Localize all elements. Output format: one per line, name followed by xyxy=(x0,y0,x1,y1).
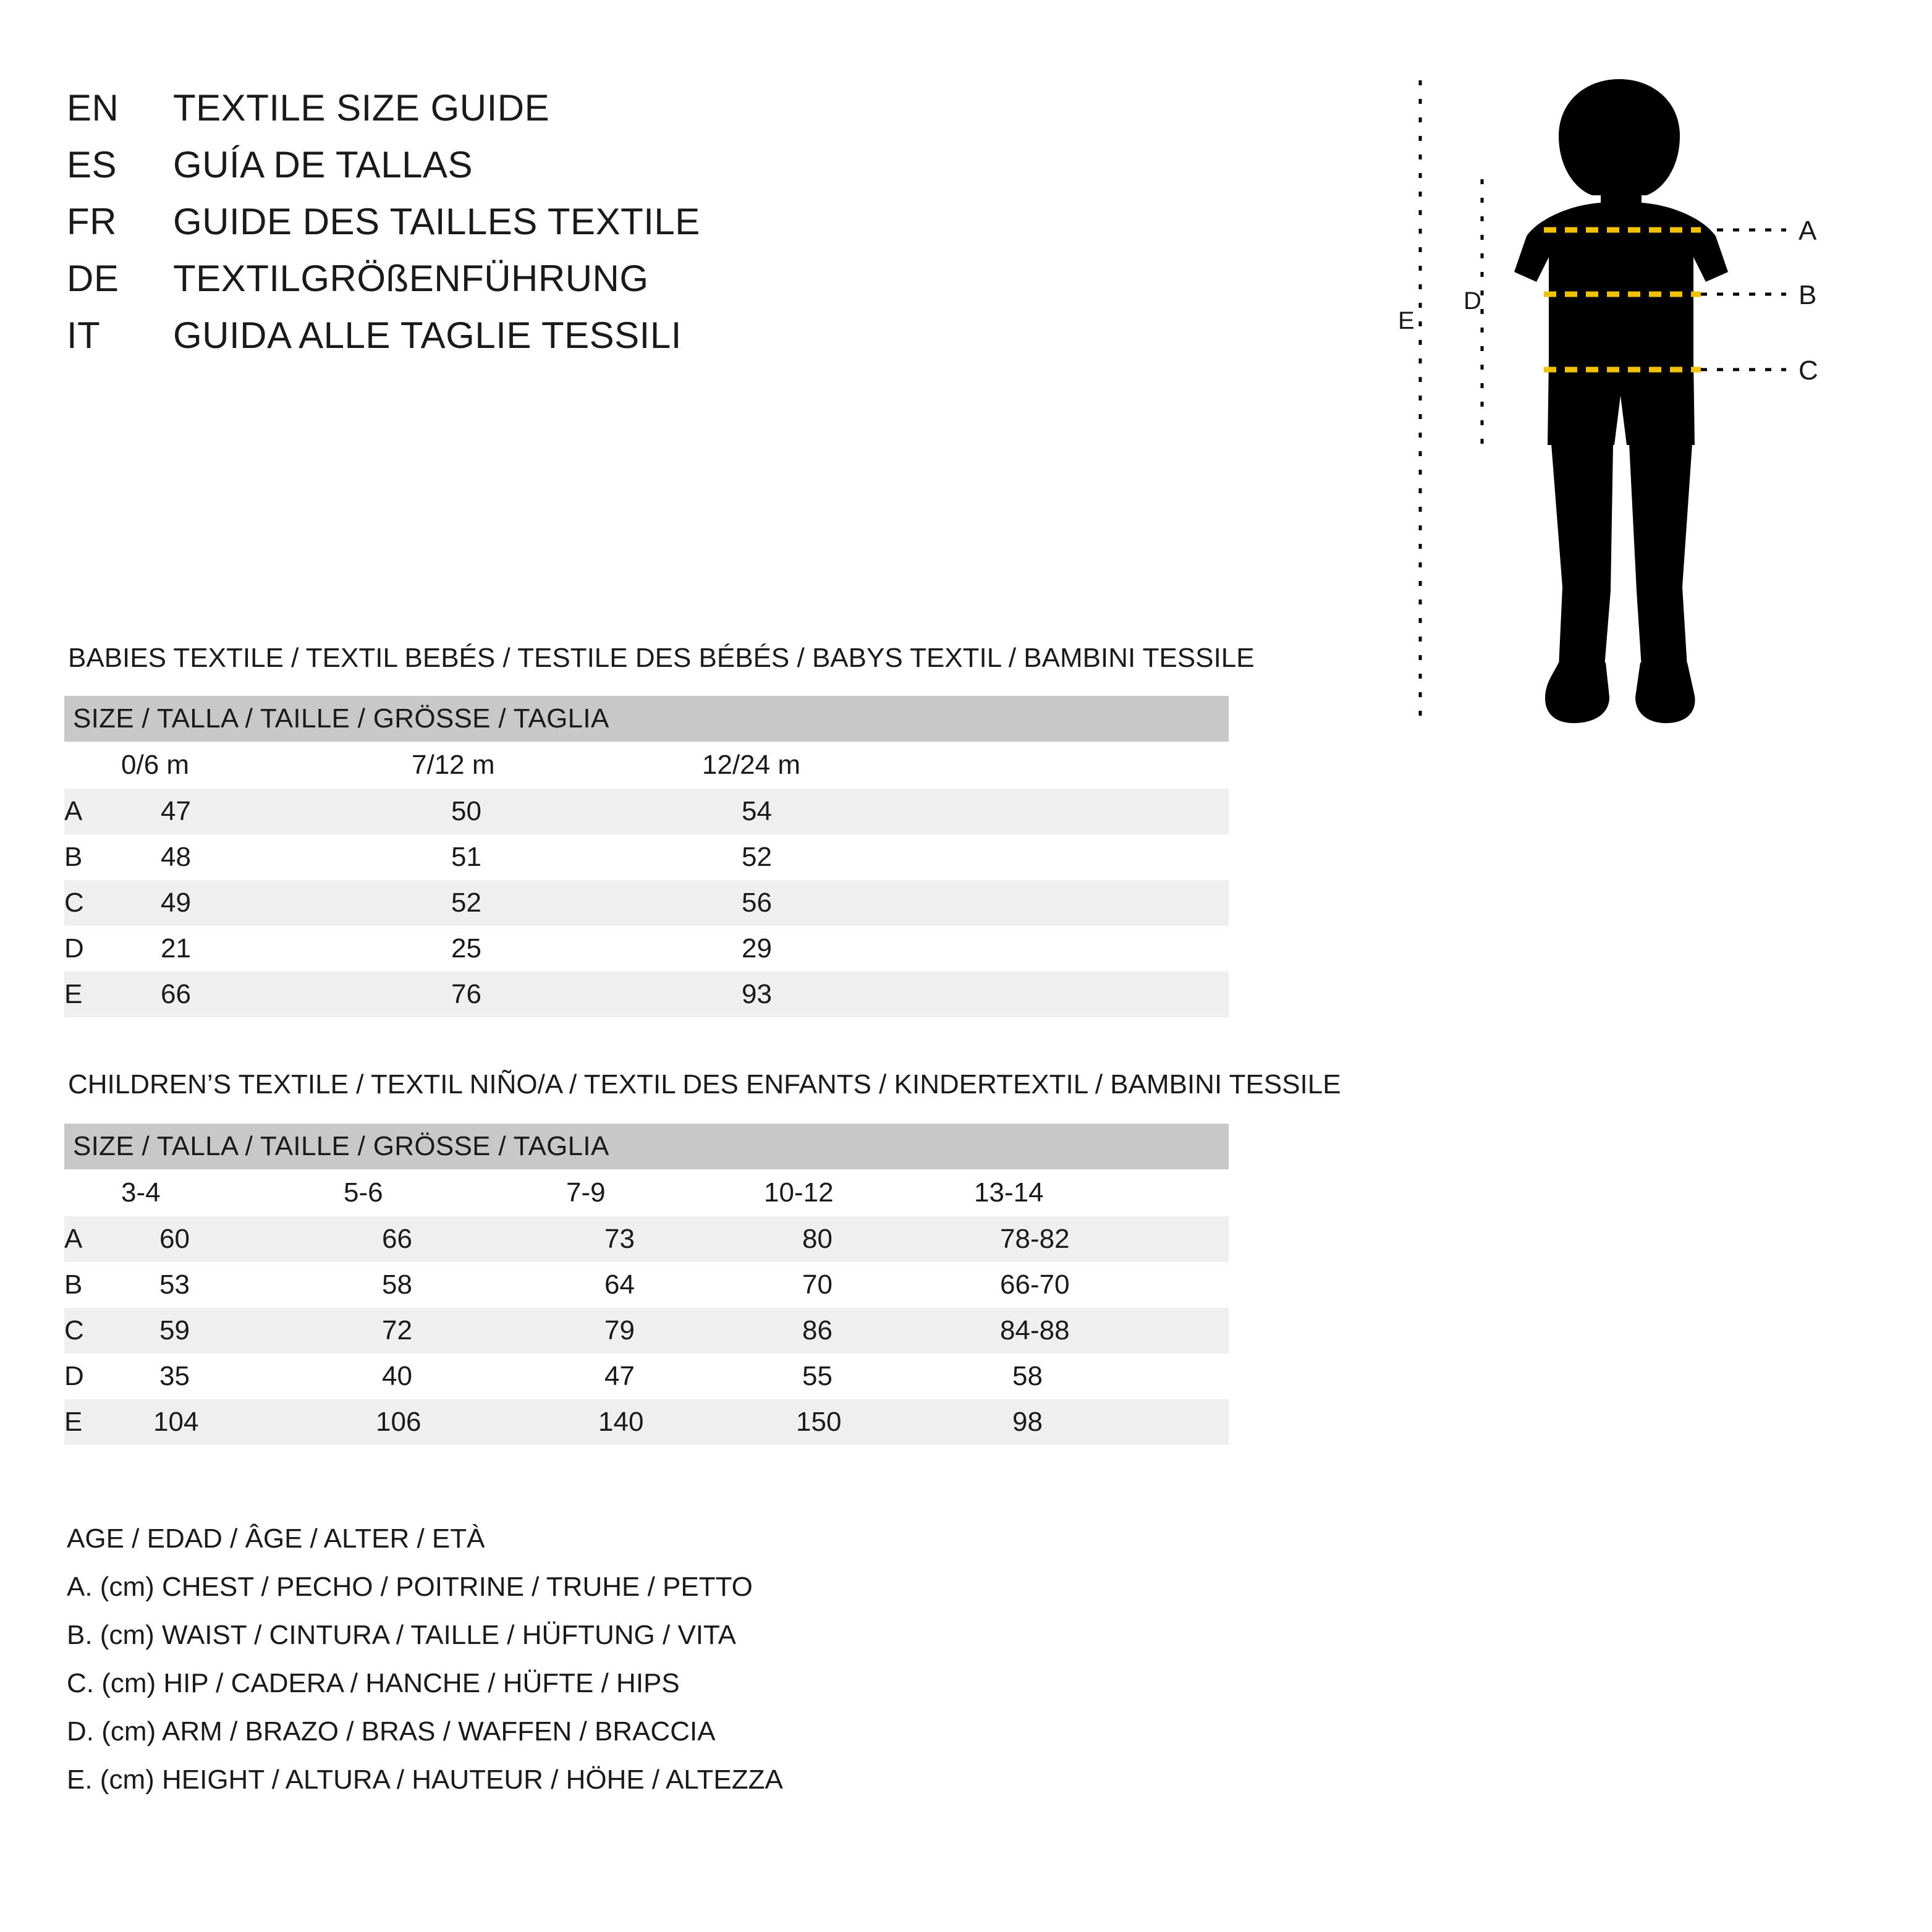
cell-value: 47 xyxy=(566,1354,764,1399)
column-header: 12/24 m xyxy=(702,742,1229,789)
row-label: B xyxy=(64,1262,121,1308)
language-title: GUIDA ALLE TAGLIE TESSILI xyxy=(173,315,682,356)
language-row xyxy=(67,87,1241,143)
row-label: B xyxy=(64,834,121,880)
row-label: E xyxy=(64,972,121,1017)
cell-value: 72 xyxy=(344,1308,566,1354)
column-header: 7/12 m xyxy=(412,742,702,789)
row-label: A xyxy=(64,1216,121,1262)
column-header: 7-9 xyxy=(566,1169,764,1216)
cell-value: 106 xyxy=(344,1399,566,1445)
legend-item: D. (cm) ARM / BRAZO / BRAS / WAFFEN / BRACCIA xyxy=(67,1716,716,1747)
cell-value: 80 xyxy=(764,1216,974,1262)
cell-value: 50 xyxy=(412,789,702,834)
marker-d-label: D xyxy=(1464,287,1481,315)
row-label: D xyxy=(64,926,121,972)
row-label: C xyxy=(64,880,121,926)
cell-value: 64 xyxy=(566,1262,764,1308)
cell-value: 53 xyxy=(121,1262,344,1308)
cell-value: 52 xyxy=(412,880,702,926)
language-row xyxy=(67,257,1241,314)
cell-value: 59 xyxy=(121,1308,344,1354)
measurement-legend xyxy=(67,1523,783,1813)
column-header: 5-6 xyxy=(344,1169,566,1216)
cell-value: 76 xyxy=(412,972,702,1017)
cell-value: 140 xyxy=(566,1399,764,1445)
cell-value: 56 xyxy=(702,880,1229,926)
cell-value: 51 xyxy=(412,834,702,880)
cell-value: 60 xyxy=(121,1216,344,1262)
table-column-row xyxy=(64,1169,1229,1216)
row-label: D xyxy=(64,1354,121,1399)
cell-value: 84-88 xyxy=(974,1308,1229,1354)
table-row xyxy=(64,834,1229,880)
table-row xyxy=(64,789,1229,834)
babies-section-title: BABIES TEXTILE / TEXTIL BEBÉS / TESTILE DES BÉBÉS / BABYS TEXTIL / BAMBINI TESSILE xyxy=(68,643,1255,673)
cell-value: 54 xyxy=(702,789,1229,834)
row-label: E xyxy=(64,1399,121,1445)
language-code: IT xyxy=(67,315,101,356)
table-row xyxy=(64,1399,1229,1445)
language-title-list xyxy=(67,87,1241,371)
cell-value: 25 xyxy=(412,926,702,972)
legend-item: A. (cm) CHEST / PECHO / POITRINE / TRUHE / PETTO xyxy=(67,1572,753,1602)
marker-b-label: B xyxy=(1799,280,1817,310)
babies-table-header: SIZE / TALLA / TAILLE / GRÖSSE / TAGLIA xyxy=(64,696,1229,742)
legend-item: B. (cm) WAIST / CINTURA / TAILLE / HÜFTUNG / VITA xyxy=(67,1620,736,1650)
language-row xyxy=(67,143,1241,200)
cell-value: 66 xyxy=(121,972,412,1017)
table-row xyxy=(64,880,1229,926)
cell-value: 78-82 xyxy=(974,1216,1229,1262)
cell-value: 150 xyxy=(764,1399,974,1445)
table-row xyxy=(64,972,1229,1017)
cell-value: 58 xyxy=(344,1262,566,1308)
cell-value: 58 xyxy=(974,1354,1229,1399)
marker-e-label: E xyxy=(1398,307,1415,334)
cell-value: 79 xyxy=(566,1308,764,1354)
cell-value: 98 xyxy=(974,1399,1229,1445)
language-code: EN xyxy=(67,87,119,129)
table-row xyxy=(64,1262,1229,1308)
language-code: FR xyxy=(67,201,117,242)
cell-value: 55 xyxy=(764,1354,974,1399)
children-table-header: SIZE / TALLA / TAILLE / GRÖSSE / TAGLIA xyxy=(64,1124,1229,1169)
cell-value: 47 xyxy=(121,789,412,834)
cell-value: 73 xyxy=(566,1216,764,1262)
table-row xyxy=(64,1308,1229,1354)
cell-value: 40 xyxy=(344,1354,566,1399)
children-section-title: CHILDREN’S TEXTILE / TEXTIL NIÑO/A / TEXTIL DES ENFANTS / KINDERTEXTIL / BAMBINI TESSILE xyxy=(68,1069,1341,1099)
cell-value: 66-70 xyxy=(974,1262,1229,1308)
cell-value: 93 xyxy=(702,972,1229,1017)
language-row xyxy=(67,314,1241,371)
cell-value: 29 xyxy=(702,926,1229,972)
table-row xyxy=(64,1354,1229,1399)
legend-item: C. (cm) HIP / CADERA / HANCHE / HÜFTE / HIPS xyxy=(67,1668,680,1698)
language-code: ES xyxy=(67,144,117,185)
cell-value: 49 xyxy=(121,880,412,926)
column-header: 10-12 xyxy=(764,1169,974,1216)
marker-a-label: A xyxy=(1799,216,1817,246)
language-title: GUÍA DE TALLAS xyxy=(173,144,473,185)
column-header: 3-4 xyxy=(121,1169,344,1216)
column-header: 13-14 xyxy=(974,1169,1229,1216)
table-header-row xyxy=(64,696,1229,742)
table-row xyxy=(64,1216,1229,1262)
row-label: C xyxy=(64,1308,121,1354)
cell-value: 104 xyxy=(121,1399,344,1445)
cell-value: 52 xyxy=(702,834,1229,880)
language-title: TEXTILGRÖßENFÜHRUNG xyxy=(173,258,649,299)
cell-value: 35 xyxy=(121,1354,344,1399)
table-header-row xyxy=(64,1124,1229,1169)
row-label: A xyxy=(64,789,121,834)
cell-value: 70 xyxy=(764,1262,974,1308)
babies-size-table xyxy=(64,696,1229,1017)
table-column-row xyxy=(64,742,1229,789)
measurement-figure xyxy=(1397,74,1885,760)
language-title: GUIDE DES TAILLES TEXTILE xyxy=(173,201,700,242)
marker-c-label: C xyxy=(1799,355,1818,386)
language-row xyxy=(67,200,1241,257)
legend-item: AGE / EDAD / ÂGE / ALTER / ETÀ xyxy=(67,1523,485,1554)
children-size-table xyxy=(64,1124,1229,1445)
language-title: TEXTILE SIZE GUIDE xyxy=(173,87,550,129)
table-row xyxy=(64,926,1229,972)
child-silhouette xyxy=(1514,79,1728,723)
cell-value: 48 xyxy=(121,834,412,880)
language-code: DE xyxy=(67,258,119,299)
cell-value: 86 xyxy=(764,1308,974,1354)
column-header: 0/6 m xyxy=(121,742,412,789)
cell-value: 66 xyxy=(344,1216,566,1262)
cell-value: 21 xyxy=(121,926,412,972)
legend-item: E. (cm) HEIGHT / ALTURA / HAUTEUR / HÖHE / ALTEZZA xyxy=(67,1765,783,1795)
